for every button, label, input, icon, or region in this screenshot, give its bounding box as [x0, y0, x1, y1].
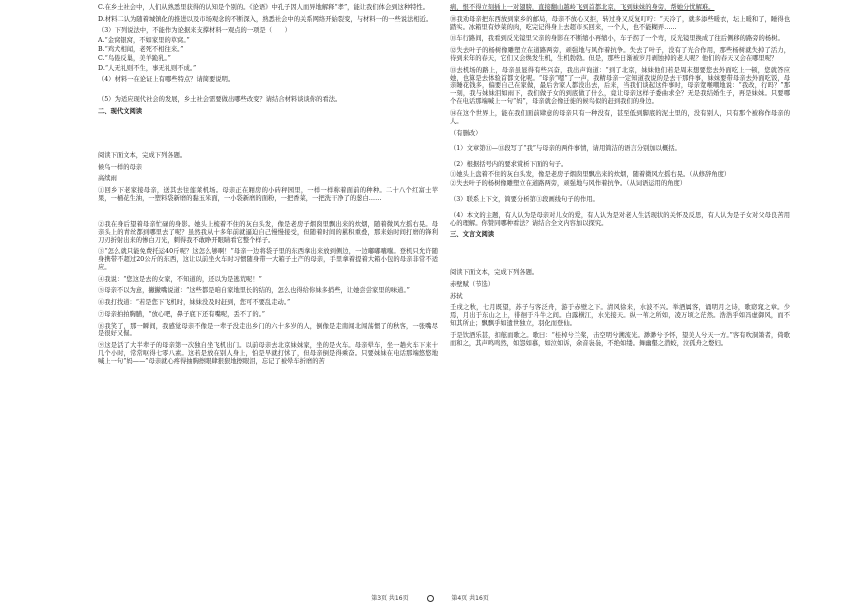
essay-paragraph-5: ⑤母亲不以为意，撇撇嘴说道：“这些都是咱自家地里长的结的，怎么也得给你妹多捎些，让她尝尝家里的味道。” — [98, 287, 410, 295]
option-c: C.在乡土社会中，人们从熟悉里获得的认知是个别的。《论语》中孔子因人而异地解释“孝”，能让我们体会到这种特性。 — [98, 4, 430, 11]
essay-paragraph-12: ⑫失去叶子的杨树像雕塑立在道路两旁，顽强地与风作着抗争。失去了叶子，没有了光合作用，那些杨树就失掉了活力，待到来年的春天，它们又会焕发生机，生机勃勃。但是，那些日渐被岁月剥蚀掉的老人呢？他们的春天又会在哪里呢？ — [450, 47, 790, 62]
section-heading-3: 三、文言文阅读 — [450, 231, 495, 239]
section-heading-2: 二、现代文阅读 — [98, 107, 143, 115]
left-column — [98, 4, 438, 370]
question-1: （1）文章第⑪—⑬段写了“我”与母亲的两件事情，请用简洁的语言分别加以概括。 — [450, 145, 681, 153]
q3-option-b: B.“鸡犬相闻，老死不相往来。” — [98, 46, 184, 53]
classical-paragraph-1: 壬戌之秋，七月既望，苏子与客泛舟，游于赤壁之下。清风徐来，水波不兴。举酒属客，诵明月之诗，歌窈窕之章。少焉，月出于东山之上，徘徊于斗牛之间。白露横江，水光接天。纵一苇之所如，凌万顷之茫然。浩浩乎如冯虚御风，而不知其所止；飘飘乎如遗世独立，羽化而登仙。 — [450, 304, 790, 328]
classical-author: 苏轼 — [450, 292, 463, 300]
right-page-number: 第4页 共16页 — [451, 595, 489, 602]
classical-intro: 阅读下面文本，完成下列各题。 — [450, 269, 539, 277]
source-note: （有删改） — [450, 129, 482, 137]
essay-paragraph-7: ⑦母亲拍拍胸脯，“放心吧，鼻子底下还有嘴呢，丢不了的。” — [98, 310, 266, 318]
essay-paragraph-8: ⑧我笑了，那一瞬间，我感觉母亲不像是一辈子没走出乡门的六十多岁的人，倒像是走南闯北闯荡惯了的秋客，一张嘴尽是很好又倔。 — [98, 322, 438, 338]
essay-paragraph-13: ⑬去机场的路上，母亲虽显得有些兴奋，我出声询道：“到了北京，妹妹他们若是周末想要您去外面吃上一顿，您就答应她，也算是去体验首都文化呢。“母亲“嗯”了一声，我精母亲一定知道我说的是去干那件事，妹妹要带母亲去外面吃饭，母亲睡花钱多，偏要自己在家做，最后舍家人都没出去，后来，当我们谈起这件事时，母亲宽喉嘲地说：“我改，行吗？”那一刻，我与妹妹泪如雨下，我们做子女的到底做了什么，竟让母亲这样子委曲求全？无是我结婚生子，再是妹妹。只要哪个在电话那端喊上一句“妈”，母亲就会像迁徙的候鸟似的赶到我们的身边。 — [450, 66, 790, 106]
option-d: D.材料二认为随着城镇化的推进以及市场观念的不断深入，熟悉社会中的关系网络开始裂变，与材料一的一些说法相近。 — [98, 15, 433, 23]
classical-paragraph-2: 于是饮酒乐甚，扣舷而歌之。歌曰：“桂棹兮兰桨，击空明兮溯流光。渺渺兮予怀，望美人兮天一方。”客有吹洞箫者，倚歌而和之，其声鸣鸣然，如怨如慕，如泣如诉，余音袅袅，不绝如缕。舞幽壑之潜蛟，泣孤舟之嫠妇。 — [450, 331, 790, 347]
question-3: （3）下列说法中，不能作为论据来支撑材料一观点的一项是（ ） — [98, 27, 291, 35]
question-4-right: （4）本文的主题，有人认为是母亲对儿女的爱，有人认为是对老人生活现状的关怀及反思，有人认为是子女对父母良苦用心的理解。你赞同哪种看法？请结合全文内容加以探究。 — [450, 211, 790, 227]
page-footer — [0, 593, 860, 602]
question-2-item-2: ②失去叶子的杨树像雕塑立在道路两旁，顽强地与风作着抗争。（从词语运用的角度） — [450, 179, 687, 187]
essay-paragraph-14: ⑭在这个世界上，能在我们面前肆意的母亲只有一种没有，甚至低到脚底的泥土里的，没有别人，只有那个被称作母亲的人。 — [450, 109, 790, 125]
essay-paragraph-4: ④我说：“您这是去的女家，不知道的，还以为是逃荒呢！” — [98, 275, 262, 283]
right-column — [450, 4, 790, 352]
q3-option-c: C.“鸟倦反巢，美羊跪乳。” — [98, 55, 171, 63]
left-page-number: 第3页 共16页 — [371, 595, 409, 602]
q3-option-a: A.“金窝银窝，不如家里的草窝。” — [98, 36, 190, 44]
question-3-right: （3）联系上下文，简要分析第③段画线句子的作用。 — [450, 195, 599, 203]
essay-paragraph-1: ①回乡下老家接母亲，送其去往莲莱机场。母亲正在厢房的小砖秤园里，一样一样称着面前的种种。二十八个红富士苹果，一桶花生油，一塑料袋新磨的黏玉米面，一小袋新磨的面粉，一把香菜，一把洗干净了的葱白…… — [98, 186, 438, 202]
question-4: （4）材料一在论证上有哪些特点？请简要说明。 — [98, 76, 235, 84]
essay-paragraph-10: ⑩我劝母亲把东西放到家乡的邮局，母亲不放心又拒，转过身又反复叮咛：“天冷了，就多添些暖衣，坛上暖和了，睡得也踏实。冰箱里有炒菜的肉，吃完记得身上去超市买回来，一个人，也不能糊弄…… — [450, 15, 790, 31]
essay-title: 候鸟一样的母亲 — [98, 163, 143, 171]
essay-paragraph-2: ②我在身后望着母亲忙碌的身影。她头上梳着不住的灰白头发，像是老房子烟囱里飘出来的炊烟，随着微风左摇右晃。母亲头上的青丝都到哪里去了呢？虽然我从十多年前就逼迫自己慢慢接受，但随着时间的累积重叠，那来始时间打磨的锋利刀刃折射出来的惨白刀光，刺得我不敢睁开眼睛看它整个样子。 — [98, 220, 438, 244]
reading-intro: 阅读下面文本，完成下列各题。 — [98, 151, 187, 159]
question-2: （2）根据括号内的要求赏析下面的句子。 — [450, 161, 568, 169]
question-2-item-1: ①她头上盘着不住的灰白头发，像是老房子烟囱里飘出来的炊烟，随着微风左摇右晃。（从修辞角度） — [450, 170, 731, 178]
essay-author: 高续雨 — [98, 175, 117, 183]
essay-paragraph-3: ③“怎么就只能免费托运40斤呢？这怎么够啊！”母亲一边将袋子里的东西拿出来放到侧边，一边嘟嘟囔囔。登机只允许随身携带不超过20公斤的东西，这让以前坐火车时习惯随身带一大箱子土产的母亲，手里拿着提着大箱小包的母亲非常不适应。 — [98, 248, 438, 272]
essay-paragraph-9: ⑨这是活了大半辈子的母亲第一次独自坐飞机出门。以前母亲去北京妹妹家，坐的是火车。母亲晕车，坐一趟火车下来十几个小时，常常呕得七零八素。这若是放在别人身上，怕是早就打怵了，但母亲倒是得乘奋。只要妹妹在电话那端悠悠地喊上一句“妈——”母亲就心疼得抽胸擦眼肆狠狠地擦眼泪，忘记了被晕车折磨的苦 — [98, 342, 438, 365]
essay-paragraph-9-cont: 病，恨不得立刻插上一对翅膀，直接翻山越岭飞到首都北京，飞到妹妹的身旁，帮她分忧解难。 — [450, 4, 715, 11]
classical-title: 赤壁赋（节选） — [450, 281, 495, 288]
circle-separator-icon — [427, 595, 434, 602]
essay-paragraph-6: ⑥我打找道：“若是您下飞机时，妹妹没及时赶到，您可不要乱走动。” — [98, 299, 291, 307]
question-5: （5）为适应现代社会的发展，乡土社会需要做出哪些改变？请结合材料谈谈你的看法。 — [98, 96, 342, 104]
essay-paragraph-11: ⑪车行路间，我看到反光镜里父亲的身影在不断缩小再缩小，车子拐了一个弯，反光镜里换成了往后侧移的路旁的杨树。 — [450, 35, 784, 43]
q3-option-d: D.“人无礼则不生，事无礼则不成。” — [98, 64, 197, 72]
